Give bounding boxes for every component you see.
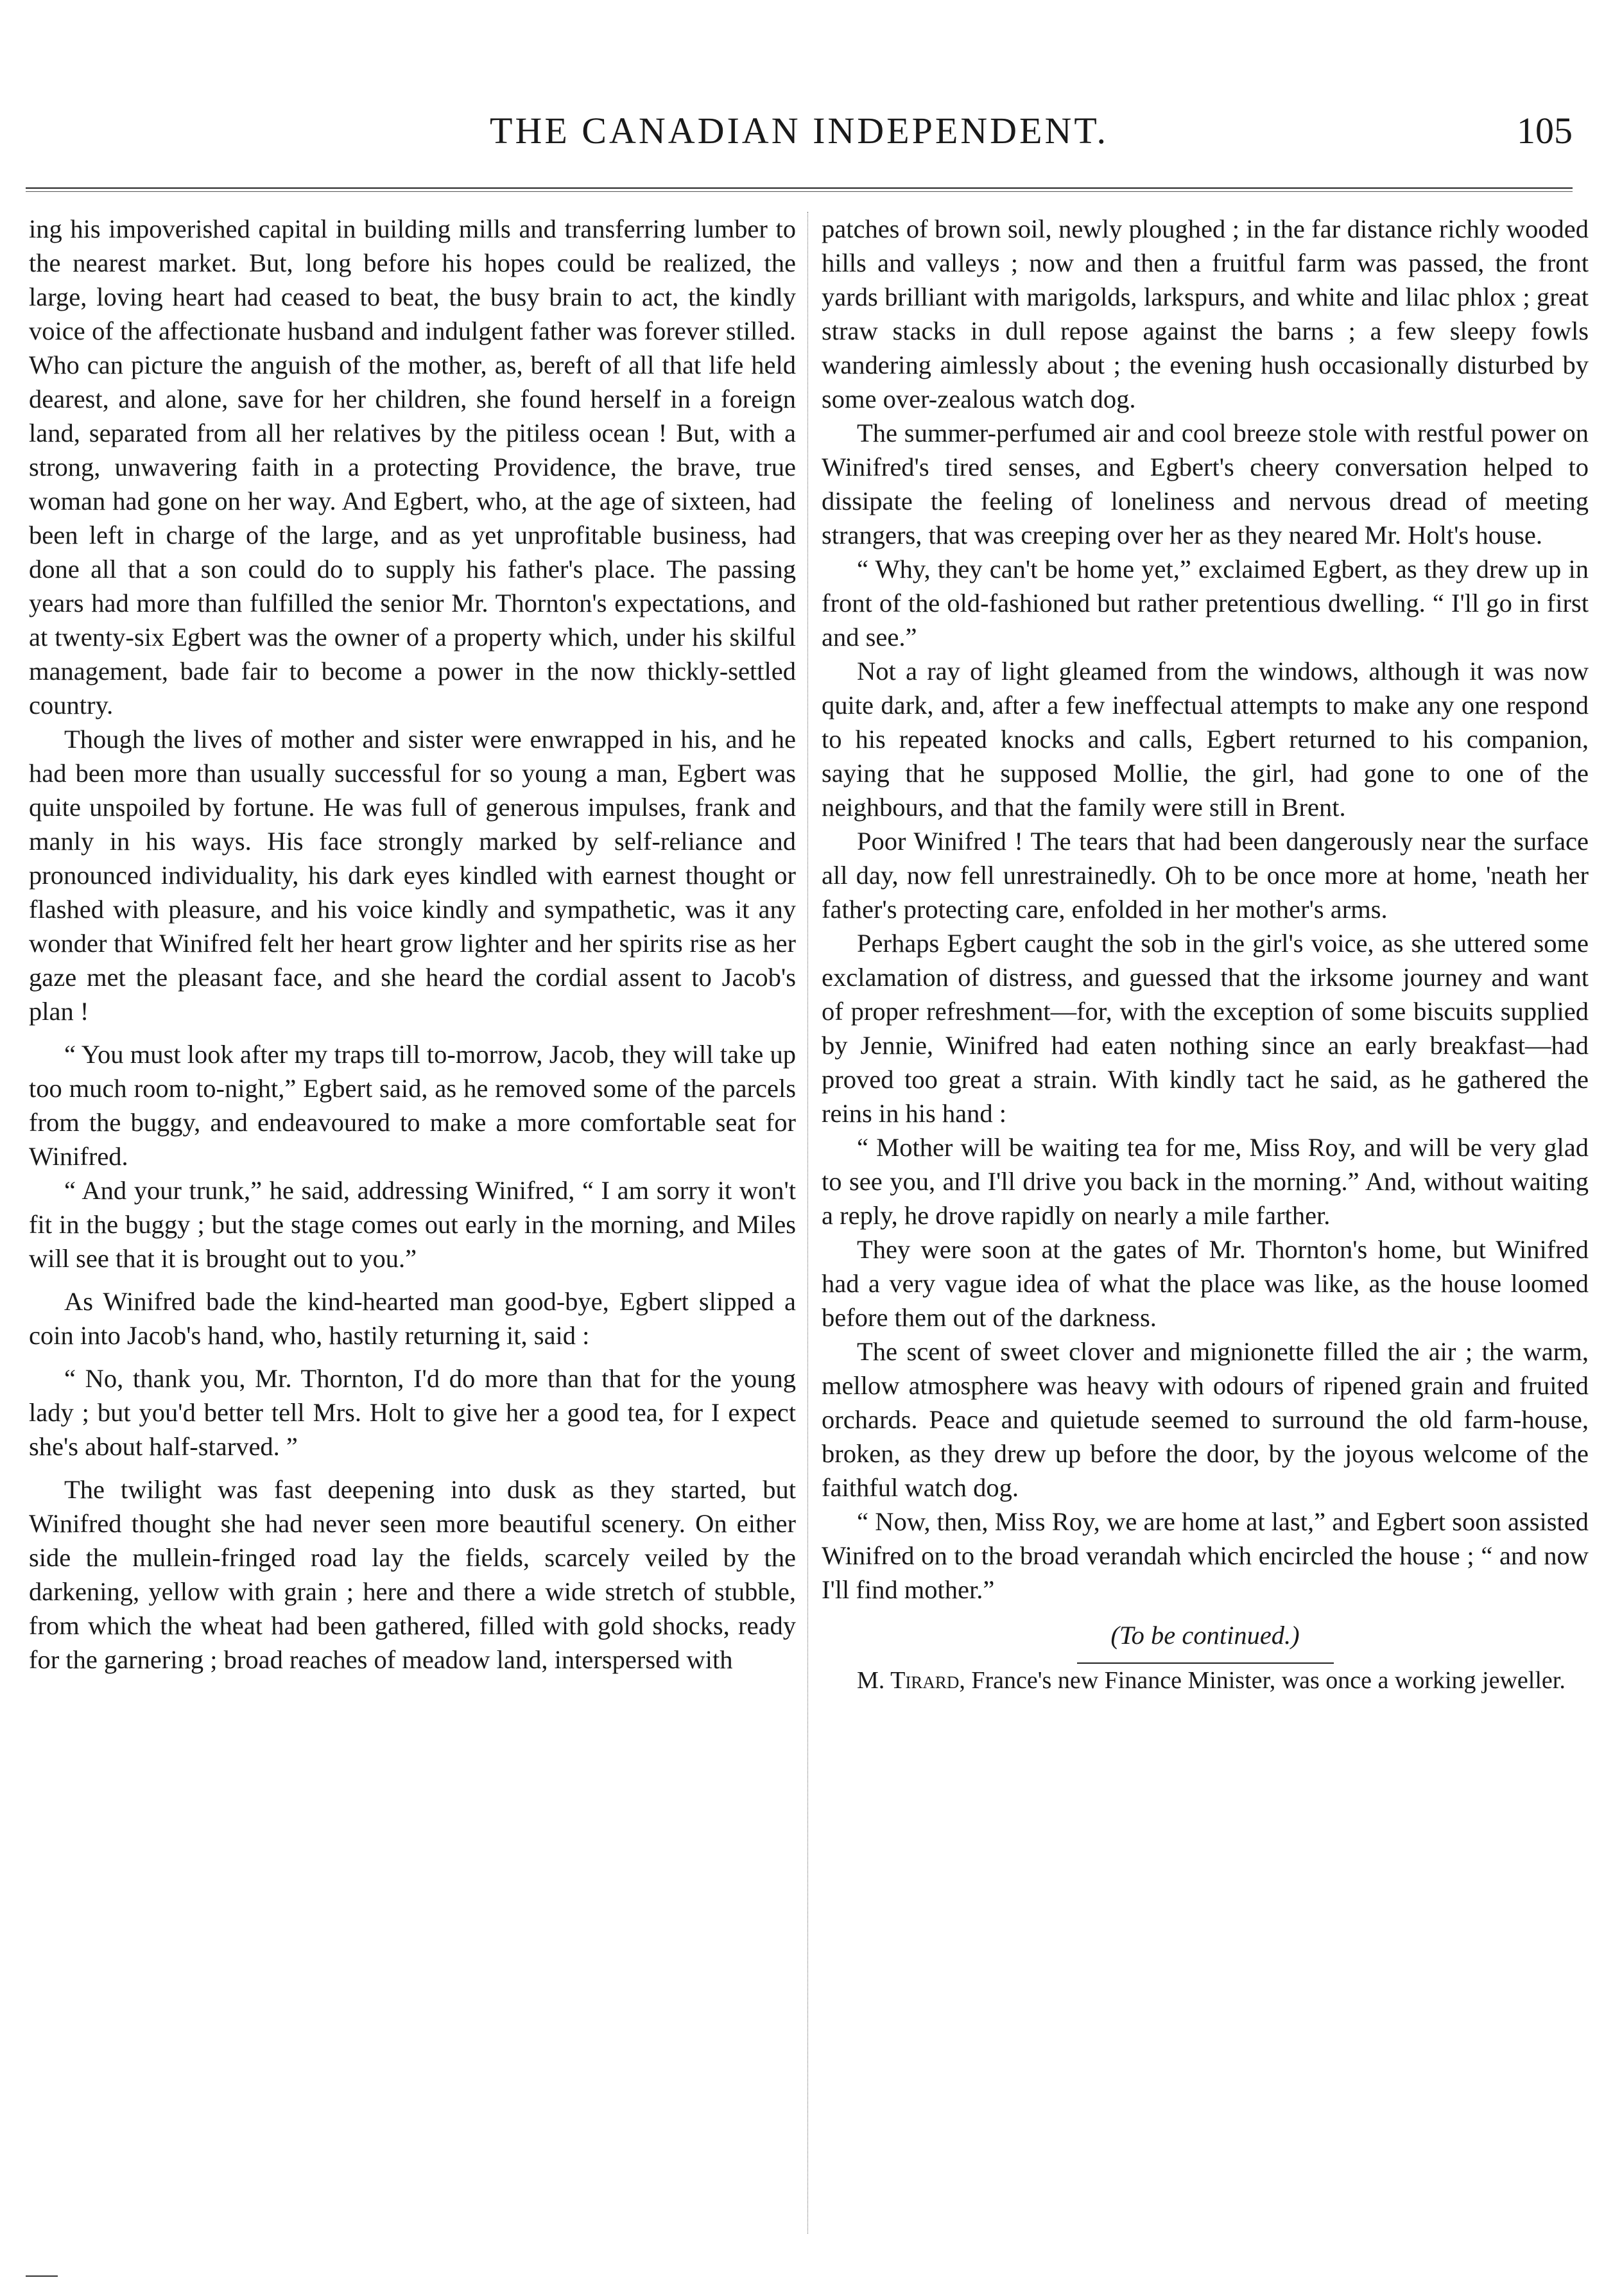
note-name: M. Tirard, [857,1667,965,1694]
section-rule [1077,1662,1334,1664]
news-note [822,1664,1589,1697]
left-column [29,212,796,1677]
header-rule [26,187,1573,189]
paragraph: “ No, thank you, Mr. Thornton, I'd do more than that for the young lady ; but you'd better tell Mrs. Holt to give her a good tea, for I expect she's about half-starved. ” [29,1364,796,1461]
paragraph: “ Mother will be waiting tea for me, Miss Roy, and will be very glad to see you, and I'll drive you back in the morning.” And, without waiting a reply, he drove rapidly on nearly a mile farther. [822,1133,1589,1230]
paragraph: “ And your trunk,” he said, addressing Winifred, “ I am sorry it won't fit in the buggy ; but the stage comes out early in the morning, and Miles will see that it is brought out to you.” [29,1176,796,1273]
paragraph: “ Why, they can't be home yet,” exclaimed Egbert, as they drew up in front of the old-fashioned but rather pretentious dwelling. “ I'll go in first and see.” [822,555,1589,652]
note-text: France's new Finance Minister, was once a working jeweller. [965,1667,1566,1694]
paragraph: The scent of sweet clover and mignionette filled the air ; the warm, mellow atmosphere was heavy with odours of ripened grain and fruited orchards. Peace and quietude seemed to surround the old farm-house, broken, as they drew up before the door, by the joyous welcome of the faithful watch dog. [822,1337,1589,1502]
masthead-title: THE CANADIAN INDEPENDENT. [490,110,1109,151]
page-header [26,103,1573,160]
column-divider [807,212,808,2234]
footer-mark [26,2275,58,2277]
paragraph: Though the lives of mother and sister were enwrapped in his, and he had been more than usually successful for so young a man, Egbert was quite unspoiled by fortune. He was full of generous impulses, frank and manly in his ways. His face strongly marked by self-reliance and pronounced individuality, his dark eyes kindled with earnest thought or flashed with pleasure, and his voice kindly and sympathetic, was it any wonder that Winifred felt her heart grow lighter and her spirits rise as her gaze met the pleasant face, and she heard the cordial assent to Jacob's plan ! [29,725,796,1026]
paragraph: “ You must look after my traps till to-morrow, Jacob, they will take up too much room to-night,” Egbert said, as he removed some of the parcels from the buggy, and endeavoured to make a more comfortable seat for Winifred. [29,1040,796,1171]
paragraph: “ Now, then, Miss Roy, we are home at last,” and Egbert soon assisted Winifred on to the broad verandah which encircled the house ; “ and now I'll find mother.” [822,1507,1589,1604]
paragraph: The summer-perfumed air and cool breeze stole with restful power on Winifred's tired senses, and Egbert's cheery conversation helped to dissipate the feeling of loneliness and nervous dread of meeting strangers, that was creeping over her as they neared Mr. Holt's house. [822,419,1589,549]
paragraph: patches of brown soil, newly ploughed ; in the far distance richly wooded hills and valleys ; now and then a fruitful farm was passed, the front yards brilliant with marigolds, larkspurs, and white and lilac phlox ; great straw stacks in dull repose against the barns ; a few sleepy fowls wandering aimlessly about ; the evening hush occasionally disturbed by some over-zealous watch dog. [822,214,1589,413]
to-be-continued: (To be continued.) [1110,1621,1300,1650]
paragraph: They were soon at the gates of Mr. Thornton's home, but Winifred had a very vague idea of what the place was like, as the house loomed before them out of the darkness. [822,1235,1589,1332]
paragraph: The twilight was fast deepening into dusk as they started, but Winifred thought she had never seen more beautiful scenery. On either side the mullein-fringed road lay the fields, scarcely veiled by the darkening, yellow with grain ; here and there a wide stretch of stubble, from which the wheat had been gathered, filled with gold shocks, ready for the garnering ; broad reaches of meadow land, interspersed with [29,1475,796,1674]
right-column [822,212,1589,1697]
header-rule-thin [26,191,1573,192]
paragraph: ing his impoverished capital in building mills and transferring lumber to the nearest market. But, long before his hopes could be realized, the large, loving heart had ceased to beat, the busy brain to act, the kindly voice of the affectionate husband and indulgent father was forever stilled. Who can picture the anguish of the mother, as, bereft of all that life held dearest, and alone, save for her children, she found herself in a foreign land, separated from all her relatives by the pitiless ocean ! But, with a strong, unwavering faith in a protecting Providence, the brave, true woman had gone on her way. And Egbert, who, at the age of sixteen, had been left in charge of the large, and as yet unprofitable business, had done all that a son could do to supply his father's place. The passing years had more than fulfilled the senior Mr. Thornton's expectations, and at twenty-six Egbert was the owner of a property which, under his skilful management, bade fair to become a power in the now thickly-settled country. [29,214,796,720]
page-number: 105 [1517,110,1573,151]
paragraph: As Winifred bade the kind-hearted man good-bye, Egbert slipped a coin into Jacob's hand, who, hastily returning it, said : [29,1287,796,1350]
paragraph: Perhaps Egbert caught the sob in the girl's voice, as she uttered some exclamation of distress, and guessed that the irksome journey and want of proper refreshment—for, with the exception of some biscuits supplied by Jennie, Winifred had eaten nothing since an early breakfast—had proved too great a strain. With kindly tact he said, as he gathered the reins in his hand : [822,929,1589,1128]
short-dash [1289,1662,1315,1664]
paragraph: Poor Winifred ! The tears that had been dangerously near the surface all day, now fell unrestrainedly. Oh to be once more at home, 'neath her father's protecting care, enfolded in her mother's arms. [822,827,1589,924]
paragraph: Not a ray of light gleamed from the windows, although it was now quite dark, and, after a few ineffectual attempts to make any one respond to his repeated knocks and calls, Egbert returned to his companion, saying that he supposed Mollie, the girl, had gone to one of the neighbours, and that the family were still in Brent. [822,657,1589,822]
